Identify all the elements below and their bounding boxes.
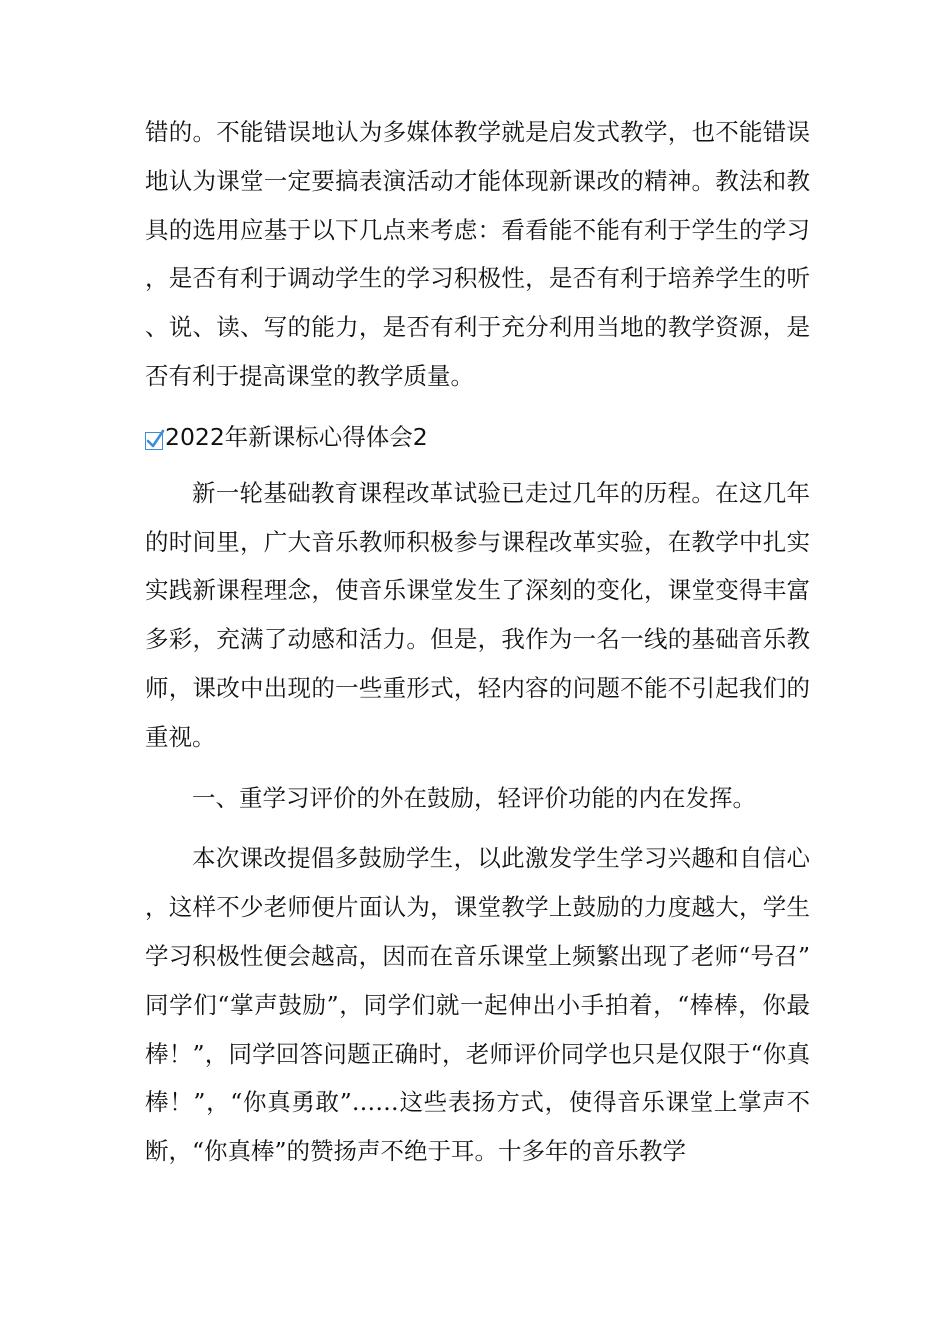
document-page — [145, 108, 810, 1176]
paragraph-point-one: 一、重学习评价的外在鼓励，轻评价功能的内在发挥。 — [192, 783, 756, 812]
paragraph-evaluation: 本次课改提倡多鼓励学生，以此激发学生学习兴趣和自信心，这样不少老师便片面认为，课堂教学上鼓励的力度越大，学生学习积极性便会越高，因而在音乐课堂上频繁出现了老师“号召”同学们“掌声鼓励”，同学们就一起伸出小手拍着，“棒棒，你最棒！”，同学回答问题正确时，老师评价同学也只是仅限于“你真棒！”，“你真勇敢”……这些表扬方式，使得音乐课堂上掌声不断，“你真棒”的赞扬声不绝于耳。十多年的音乐教学 — [145, 844, 810, 1166]
paragraph-intro: 新一轮基础教育课程改革试验已走过几年的历程。在这几年的时间里，广大音乐教师积极参与课程改革实验，在教学中扎实实践新课程理念，使音乐课堂发生了深刻的变化，课堂变得丰富多彩，充满了动感和活力。但是，我作为一名一线的基础音乐教师，课改中出现的一些重形式，轻内容的问题不能不引起我们的重视。 — [145, 478, 810, 751]
paragraph-continuation: 错的。不能错误地认为多媒体教学就是启发式教学，也不能错误地认为课堂一定要搞表演活动才能体现新课改的精神。教法和教具的选用应基于以下几点来考虑：看看能不能有利于学生的学习，是否有利于调动学生的学习积极性，是否有利于培养学生的听、说、读、写的能力，是否有利于充分利用当地的教学资源，是否有利于提高课堂的教学质量。 — [145, 118, 810, 390]
section-heading-text: 2022年新课标心得体会2 — [165, 422, 428, 451]
checkbox-checked-icon — [145, 432, 163, 450]
section-heading — [145, 411, 810, 459]
